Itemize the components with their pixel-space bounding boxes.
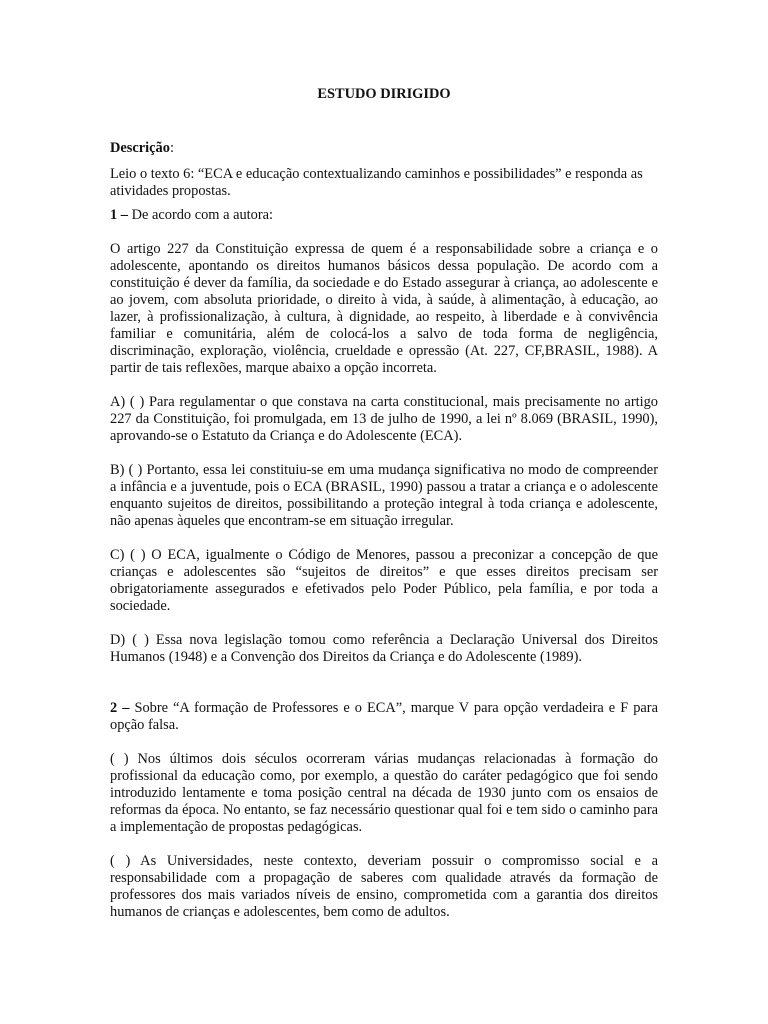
question-1-heading — [110, 207, 658, 224]
question-1-statement: O artigo 227 da Constituição expressa de quem é a responsabilidade sobre a criança e o adolescente, apontando os direitos humanos básicos dessa população. De acordo com a constituição é dever da família, da sociedade e do Estado assegurar à criança, ao adolescente e ao jovem, com absoluta prioridade, o direito à vida, à saúde, à alimentação, à educação, ao lazer, à profissionalização, à cultura, à dignidade, ao respeito, à liberdade e à convivência familiar e comunitária, além de colocá-los a salvo de toda forma de negligência, discriminação, exploração, violência, crueldade e opressão (At. 227, CF,BRASIL, 1988). A partir de tais reflexões, marque abaixo a opção incorreta. — [110, 241, 658, 376]
question-1-option-c: C) ( ) O ECA, igualmente o Código de Menores, passou a preconizar a concepção de que crianças e adolescentes são “sujeitos de direitos” e que esses direitos precisam ser obrigatoriamente assegurados e efetivados pelo Poder Público, pela família, e por toda a sociedade. — [110, 547, 658, 614]
question-2-heading-text: Sobre “A formação de Professores e o ECA”, marque V para opção verdadeira e F para opção falsa. — [110, 700, 658, 733]
description-text: Leio o texto 6: “ECA e educação contextualizando caminhos e possibilidades” e responda as atividades propostas. — [110, 166, 643, 199]
question-2-item-1: ( ) Nos últimos dois séculos ocorreram várias mudanças relacionadas à formação do profissional da educação como, por exemplo, a questão do caráter pedagógico que foi sendo introduzido lentamente e toma posição central na década de 1930 junto com os ensaios de reformas da época. No entanto, se faz necessário questionar qual foi e tem sido o caminho para a implementação de propostas pedagógicas. — [110, 751, 658, 835]
question-1-option-d: D) ( ) Essa nova legislação tomou como referência a Declaração Universal dos Direitos Humanos (1948) e a Convenção dos Direitos da Criança e do Adolescente (1989). — [110, 632, 658, 665]
question-1-option-b: B) ( ) Portanto, essa lei constituiu-se em uma mudança significativa no modo de compreender a infância e a juventude, pois o ECA (BRASIL, 1990) passou a tratar a criança e o adolescente enquanto sujeitos de direitos, possibilitando a proteção integral à toda criança e adolescente, não apenas àqueles que encontram-se em situação irregular. — [110, 462, 658, 529]
question-2-heading — [110, 700, 658, 734]
question-1-option-a: A) ( ) Para regulamentar o que constava na carta constitucional, mais precisamente no artigo 227 da Constituição, foi promulgada, em 13 de julho de 1990, a lei nº 8.069 (BRASIL, 1990), aprovando-se o Estatuto da Criança e do Adolescente (ECA). — [110, 394, 658, 444]
question-1-number: 1 – — [110, 207, 128, 223]
description-label: Descrição — [110, 140, 170, 156]
description-heading — [110, 140, 658, 157]
description-colon: : — [169, 140, 174, 156]
document-page — [110, 86, 658, 938]
question-2-number: 2 – — [110, 700, 130, 716]
question-1-heading-text: De acordo com a autora: — [128, 207, 274, 223]
question-2-item-2: ( ) As Universidades, neste contexto, deveriam possuir o compromisso social e a responsabilidade com a propagação de saberes com qualidade através da formação de professores dos mais variados níveis de ensino, comprometida com a garantia dos direitos humanos de crianças e adolescentes, bem como de adultos. — [110, 853, 658, 920]
document-title: ESTUDO DIRIGIDO — [317, 86, 451, 102]
